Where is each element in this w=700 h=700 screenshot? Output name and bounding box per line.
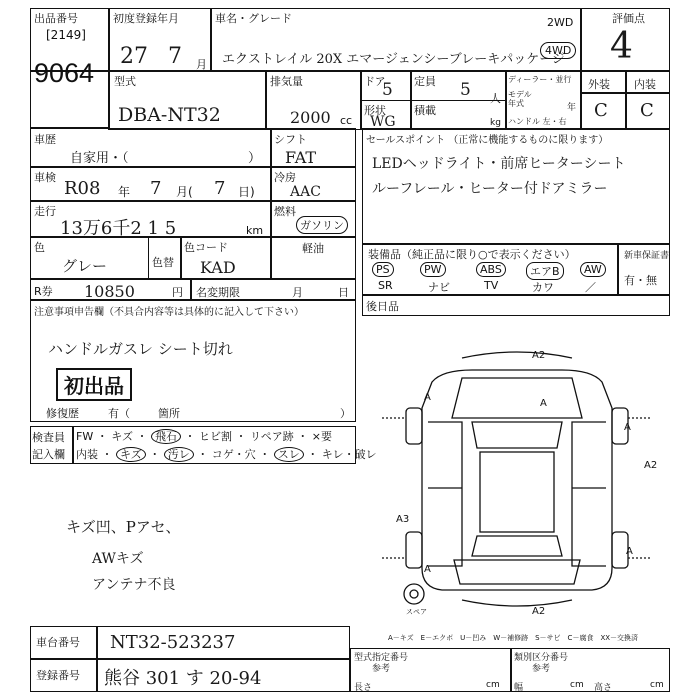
insp-int-scratch: キズ: [116, 447, 146, 462]
rear-seat-box: [362, 294, 670, 316]
name-change-label: 名変期限: [196, 286, 240, 299]
year-unit-spec: 年: [567, 103, 577, 113]
equip-abs: ABS: [476, 262, 506, 277]
insp-scratch: キズ: [111, 430, 133, 443]
shift-label: シフト: [274, 133, 307, 146]
lot-number: 9064: [34, 58, 95, 88]
ref-label-1: 参考: [372, 664, 391, 674]
insp-chip: 飛石: [151, 429, 181, 444]
inspector-row1: FW ・ キズ ・ 飛石 ・ ヒビ割 ・ リペア跡 ・ ×要: [76, 430, 332, 443]
cm-unit-3: cm: [650, 680, 664, 690]
width-label: 幅: [514, 683, 524, 693]
color-label: 色: [34, 241, 45, 254]
shape-label: 形状: [364, 104, 386, 117]
cm-unit-2: cm: [570, 680, 584, 690]
model-year-label: モデル年式: [508, 90, 532, 108]
inspection-day-unit: 日): [238, 185, 255, 199]
insp-interior: 内装: [76, 448, 98, 461]
month-unit: 月: [196, 58, 207, 71]
interior-label: 内装: [634, 78, 656, 91]
doors-label: ドア: [364, 75, 386, 88]
drive-2wd: 2WD: [547, 16, 574, 29]
model-label: 型式: [114, 75, 136, 88]
color-code-label: 色コード: [184, 241, 228, 254]
fuel-diesel: 軽油: [302, 242, 324, 255]
remarks-line2: AWキズ: [92, 551, 144, 567]
cm-unit-1: cm: [486, 680, 500, 690]
inspection-month: 7: [150, 178, 162, 199]
mark-right-rear: A: [626, 546, 633, 557]
recycle-label: R券: [34, 285, 53, 298]
km-unit: km: [246, 224, 264, 237]
chassis-label: 車台番号: [36, 636, 80, 649]
mark-right-side: A2: [644, 460, 658, 471]
remarks-line3: アンテナ不良: [92, 577, 176, 593]
name-change-month: 月: [292, 286, 303, 299]
yen-unit: 円: [172, 286, 183, 299]
insp-tear: キレ・破レ: [321, 448, 377, 461]
remarks-line1: キズ凹、Pアセ、: [66, 518, 181, 536]
interior-value: C: [640, 100, 654, 121]
repair-label: 修復歴: [46, 407, 79, 420]
car-name-value: エクストレイル 20X エマージェンシーブレーキパッケージ: [222, 52, 566, 67]
inspection-day: 7: [214, 178, 226, 199]
mark-right-front: A: [624, 422, 631, 433]
capacity-label: 定員: [414, 75, 436, 88]
dealer-label: ディーラー・並行: [508, 75, 572, 84]
fuel-gasoline: ガソリン: [296, 216, 348, 234]
aircon-value: AAC: [290, 184, 321, 200]
insp-fw: FW: [76, 430, 94, 443]
history-value: 自家用・（: [70, 151, 129, 166]
drive-4wd: 4WD: [540, 42, 576, 59]
equip-kawa: カワ: [532, 281, 554, 294]
mark-front-bumper: A2: [532, 350, 546, 361]
class-number-label: 類別区分番号: [514, 653, 569, 663]
displacement-label: 排気量: [270, 75, 303, 88]
repair-value: 有（: [108, 407, 130, 420]
doors-value: 5: [382, 80, 393, 100]
mark-left-front: A: [424, 392, 431, 403]
score-label: 評価点: [612, 12, 645, 25]
height-label: 高さ: [594, 683, 613, 693]
aircon-label: 冷房: [274, 171, 296, 184]
equip-airbag: エアB: [526, 262, 564, 280]
displacement-value: 2000: [290, 108, 331, 127]
repair-close: ）: [340, 407, 351, 420]
history-close: ）: [248, 151, 262, 166]
mileage-label: 走行: [34, 205, 56, 218]
shift-value: FAT: [285, 148, 317, 167]
insp-burn: コゲ・穴: [211, 448, 256, 461]
warranty-title: 新車保証書: [624, 251, 670, 261]
car-name-label: 車名・グレード: [215, 12, 292, 25]
insp-crack: ヒビ割: [199, 430, 232, 443]
name-change-day: 日: [338, 286, 349, 299]
mark-rear-bumper: A2: [532, 606, 546, 617]
car-damage-diagram: [362, 318, 670, 618]
warranty-value: 有・無: [624, 274, 657, 287]
lot-label: 出品番号: [34, 12, 78, 25]
sales-line2: ルーフレール・ヒーター付ドアミラー: [372, 181, 608, 197]
entry-label: 記入欄: [32, 448, 65, 461]
cc-unit: cc: [340, 114, 353, 127]
fuel-label: 燃料: [274, 205, 296, 218]
equip-navi: ナビ: [428, 281, 450, 294]
plate-value: 熊谷 301 す 20-94: [104, 668, 262, 689]
kg-unit: kg: [490, 118, 501, 128]
mileage-value: 13万6千2 1 5: [60, 218, 177, 239]
plate-label: 登録番号: [36, 669, 80, 682]
equipment-title: 装備品（純正品に限り○で表示ください）: [368, 248, 576, 261]
insp-need: ×要: [311, 430, 332, 443]
damage-legend: A－キズ E－エクボ U－凹み W－補修跡 S－サビ C－腐食 XX－交換済: [388, 634, 639, 642]
equip-slash: ／: [585, 281, 596, 294]
first-reg-year: 27: [120, 44, 148, 69]
lot-sub: [2149]: [46, 28, 86, 42]
rear-seat-label: 後日品: [366, 300, 399, 313]
insp-dirt: 汚レ: [164, 447, 194, 462]
inspection-year-unit: 年: [118, 185, 131, 199]
load-label: 積載: [414, 104, 436, 117]
mark-hood: A: [540, 398, 547, 409]
equip-sr: SR: [378, 279, 393, 292]
ref-label-2: 参考: [532, 664, 551, 674]
exterior-label: 外装: [588, 78, 610, 91]
inspection-label: 車検: [34, 171, 56, 184]
person-unit: 人: [490, 92, 501, 105]
color-value: グレー: [62, 257, 108, 275]
first-listing-stamp: 初出品: [56, 368, 132, 401]
mark-left-rear: A: [424, 564, 431, 575]
notes-line1: ハンドルガスレ シート切れ: [48, 340, 233, 358]
recycle-value: 10850: [84, 282, 135, 301]
length-label: 長さ: [354, 683, 373, 693]
color-code-value: KAD: [200, 258, 236, 277]
handle-label: ハンドル 左・右: [508, 117, 567, 126]
insp-repair: リペア跡: [250, 430, 294, 443]
inspection-month-unit: 月(: [176, 185, 193, 199]
capacity-value: 5: [460, 80, 471, 100]
history-label: 車歴: [34, 133, 56, 146]
inspector-row2: 内装 ・ キズ ・ 汚レ ・ コゲ・穴 ・ スレ ・ キレ・破レ: [76, 448, 377, 461]
model-value: DBA-NT32: [118, 104, 221, 126]
insp-wear: スレ: [274, 447, 304, 462]
equip-ps: PS: [372, 262, 394, 277]
sales-title: セールスポイント （正常に機能するものに限ります）: [366, 135, 609, 146]
equip-tv: TV: [484, 279, 499, 292]
spare-label: スペア: [406, 608, 427, 616]
mark-left-side: A3: [396, 514, 410, 525]
paint-label: 色替: [152, 256, 174, 269]
equip-pw: PW: [420, 262, 446, 277]
inspector-label: 検査員: [32, 431, 65, 444]
equip-aw: AW: [580, 262, 606, 277]
chassis-value: NT32-523237: [110, 632, 236, 653]
exterior-value: C: [594, 100, 608, 121]
repair-suffix: 箇所: [158, 407, 180, 420]
first-reg-label: 初度登録年月: [113, 12, 179, 25]
notes-box: [30, 300, 356, 422]
sales-line1: LEDヘッドライト・前席ヒーターシート: [372, 156, 626, 172]
first-reg-month: 7: [168, 44, 182, 69]
score-value: 4: [610, 26, 633, 67]
shape-value: WG: [370, 114, 396, 130]
inspection-era: R08: [64, 178, 101, 199]
notes-title: 注意事項申告欄（不具合内容等は具体的に記入して下さい）: [34, 307, 304, 318]
spec-number-label: 型式指定番号: [354, 653, 409, 663]
